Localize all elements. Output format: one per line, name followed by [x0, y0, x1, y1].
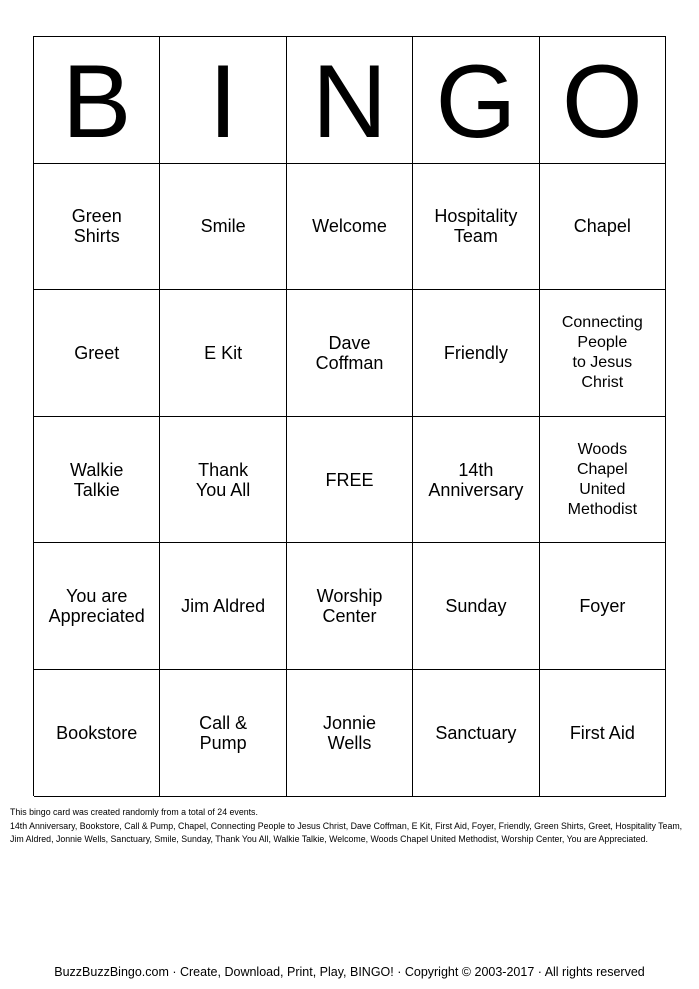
header-letter-g: G — [413, 37, 539, 164]
info-event-list: 14th Anniversary, Bookstore, Call & Pump, Chapel, Connecting People to Jesus Christ, Dave Coffman, E Kit, First Aid, Foyer, Friendly, Green Shirts, Greet, Hospitality Team, Jim Aldred, Jonnie Wells, Sanctuary, Smile, Sunday, Thank You All, Walkie Talkie, Welcome, Woods Chapel United Methodist, Worship Center, You are Appreciated. — [10, 820, 683, 844]
bingo-cell: Chapel — [540, 164, 666, 291]
header-letter-o: O — [540, 37, 666, 164]
header-letter-b: B — [34, 37, 160, 164]
card-info — [10, 806, 690, 847]
bingo-cell: Worship Center — [287, 543, 413, 670]
copyright-footer: BuzzBuzzBingo.com · Create, Download, Print, Play, BINGO! · Copyright © 2003-2017 · All rights reserved — [54, 965, 645, 979]
grid-row-1 — [34, 164, 666, 291]
bingo-cell: Connecting People to Jesus Christ — [540, 290, 666, 417]
free-space-cell: FREE — [287, 417, 413, 544]
info-summary: This bingo card was created randomly from a total of 24 events. — [10, 807, 258, 817]
bingo-cell: 14th Anniversary — [413, 417, 539, 544]
bingo-cell: Welcome — [287, 164, 413, 291]
bingo-cell: Greet — [34, 290, 160, 417]
bingo-cell: Jonnie Wells — [287, 670, 413, 797]
bingo-cell: Hospitality Team — [413, 164, 539, 291]
bingo-cell: First Aid — [540, 670, 666, 797]
bingo-cell: Walkie Talkie — [34, 417, 160, 544]
bingo-cell: Sunday — [413, 543, 539, 670]
grid-row-5 — [34, 670, 666, 797]
bingo-card — [33, 36, 666, 796]
grid-row-2 — [34, 290, 666, 417]
header-letter-n: N — [287, 37, 413, 164]
header-letter-i: I — [160, 37, 286, 164]
bingo-cell: Foyer — [540, 543, 666, 670]
grid-row-4 — [34, 543, 666, 670]
bingo-cell: E Kit — [160, 290, 286, 417]
bingo-cell: Green Shirts — [34, 164, 160, 291]
bingo-cell: Call & Pump — [160, 670, 286, 797]
bingo-cell: You are Appreciated — [34, 543, 160, 670]
bingo-cell: Woods Chapel United Methodist — [540, 417, 666, 544]
bingo-cell: Friendly — [413, 290, 539, 417]
grid-row-3 — [34, 417, 666, 544]
bingo-cell: Dave Coffman — [287, 290, 413, 417]
bingo-cell: Sanctuary — [413, 670, 539, 797]
bingo-cell: Bookstore — [34, 670, 160, 797]
header-row — [34, 37, 666, 164]
bingo-cell: Jim Aldred — [160, 543, 286, 670]
bingo-cell: Smile — [160, 164, 286, 291]
bingo-cell: Thank You All — [160, 417, 286, 544]
